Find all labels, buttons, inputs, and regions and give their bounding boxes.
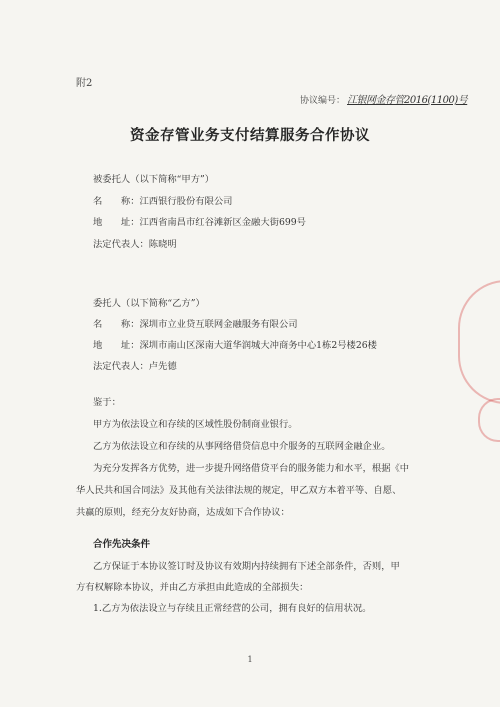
section-line-1: 乙方保证于本协议签订时及协议有效期内持续拥有下述全部条件，否则，甲	[93, 561, 400, 572]
seal-stamp-icon	[458, 280, 500, 404]
agreement-number-label: 协议编号：	[300, 96, 346, 106]
party-b-representative: 法定代表人：卢先德	[93, 361, 177, 372]
agreement-number	[300, 91, 467, 106]
party-b-name: 名 称：深圳市立业贷互联网金融服务有限公司	[93, 319, 298, 330]
agreement-number-value: 江银网金存管2016(1100)号	[347, 95, 468, 106]
seal-stamp-icon	[478, 398, 500, 442]
party-a-heading: 被委托人（以下简称“甲方”）	[93, 174, 215, 185]
body-line-5: 共赢的原则，经充分友好协商，达成如下合作协议：	[76, 507, 290, 518]
body-line-2: 乙方为依法设立和存续的从事网络借贷信息中介服务的互联网金融企业。	[93, 441, 391, 452]
party-a-name: 名 称：江西银行股份有限公司	[93, 196, 233, 207]
recital-heading: 鉴于：	[93, 397, 121, 408]
party-a-representative: 法定代表人：陈晓明	[93, 239, 177, 250]
body-line-4: 华人民共和国合同法》及其他有关法律法规的规定，甲乙双方本着平等、自愿、	[76, 485, 402, 496]
party-b-heading: 委托人（以下简称“乙方”）	[93, 298, 205, 309]
party-a-address: 地 址：江西省南昌市红谷滩新区金融大街699号	[93, 217, 306, 228]
body-line-1: 甲方为依法设立和存续的区域性股份制商业银行。	[93, 419, 298, 430]
party-b-address: 地 址：深圳市南山区深南大道华润城大冲商务中心1栋2号楼26楼	[93, 340, 377, 351]
section-title: 合作先决条件	[93, 539, 151, 550]
attachment-label: 附2	[76, 78, 93, 89]
document-title: 资金存管业务支付结算服务合作协议	[130, 127, 370, 144]
section-line-3: 1.乙方为依法设立与存续且正常经营的公司，拥有良好的信用状况。	[93, 603, 372, 614]
section-line-2: 方有权解除本协议，并由乙方承担由此造成的全部损失：	[76, 582, 309, 593]
body-line-3: 为充分发挥各方优势，进一步提升网络借贷平台的服务能力和水平，根据《中	[93, 463, 410, 474]
page-number: 1	[247, 655, 253, 664]
